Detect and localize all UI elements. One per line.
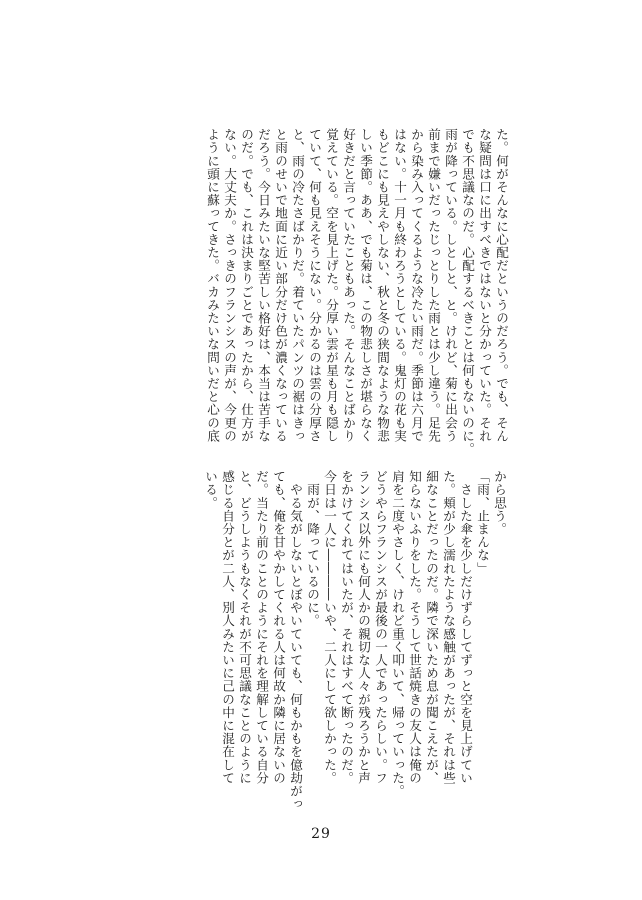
text-line: だ。当たり前のことのようにそれを理解している自分 [254,470,269,785]
text-line: 雨が、降っているのに。 [305,470,320,628]
text-line: ランシス以外にも何人かの親切な人々が残ろうかと声 [356,470,371,785]
text-line: だろう。今日みたいな堅苦しい格好は、本当は苦手な [256,128,271,443]
text-line: 「雨、止まんな」 [475,470,490,575]
text-line: な疑問は口に出すべきではないと分かっていた。それ [477,128,492,443]
text-line: しい季節。ああ、でも菊は、この物悲しさが堪らなく [358,128,373,443]
text-line: から思う。 [492,470,507,536]
text-line: と、どうしようもなくそれが不可思議なことのように [237,470,252,785]
text-line: やる気がしないとぼやいていても、何もかもを億劫がっ [288,470,303,811]
text-line: 感じる自分とが二人、別人みたいに己の中に混在して [220,470,235,785]
text-line: と、雨の冷たさばかりだ。着ていたパンツの裾はきっ [290,128,305,443]
text-line: ていて、何も見えそうにない。分かるのは雲の分厚さ [307,128,322,443]
text-line: 肩を二度やさしく、けれど重く叩いて、帰っていった。 [390,470,405,798]
text-line: いる。 [203,470,218,510]
text-line: た。頬が少し濡れたような感触があったが、それは些 [441,470,456,785]
page-number: 29 [311,826,331,842]
text-line: た。何がそんなに心配だというのだろう。でも、そん [494,128,509,443]
text-line: ても、俺を甘やかしてくれる人は何故か隣に居ないの [271,470,286,785]
text-line: ように頭に蘇ってきた。バカみたいな問いだと心の底 [205,128,220,443]
text-line: ない。大丈夫か。さっきのフランシスの声が、今更の [222,128,237,443]
text-line: 今日は一人に――――いや、二人にして欲しかった。 [322,470,337,785]
text-line: でも不思議なのだ。心配するべきことは何もないのに。 [460,128,475,456]
text-block-bottom [202,470,508,811]
text-line: どうやらフランシスが最後の一人であったらしい。フ [373,470,388,785]
text-line: から染み入ってくるような冷たい雨だ。季節は六月で [409,128,424,443]
text-line: 覚えている。空を見上げた。分厚い雲が星も月も隠し [324,128,339,443]
text-block-top [204,128,510,456]
text-line: 好きだと言っていたこともあった。そんなことばかり [341,128,356,443]
text-line: 雨が降っている。しとしと、と。けれど、菊に出会う [443,128,458,443]
text-line: 前まで嫌いだったじっとりした雨とは少し違う。足先 [426,128,441,443]
text-line: はない。十一月も終わろうとしている。鬼灯の花も実 [392,128,407,443]
text-line: のだ。でも、これは決まりごとであったから、仕方が [239,128,254,443]
text-line: もどこにも見えやしない、秋と冬の狭間なような物悲 [375,128,390,443]
text-line: 知らないふりをした。そうして世話焼きの友人は俺の [407,470,422,785]
text-line: と雨のせいで地面に近い部分だけ色が濃くなっている [273,128,288,443]
text-line: 細なことだったのだ。隣で深いため息が聞こえたが、 [424,470,439,785]
text-line: さした傘を少しだけずらしてずっと空を見上げてい [458,470,473,785]
text-line: をかけてくれてはいたが、それはすべて断ったのだ。 [339,470,354,785]
